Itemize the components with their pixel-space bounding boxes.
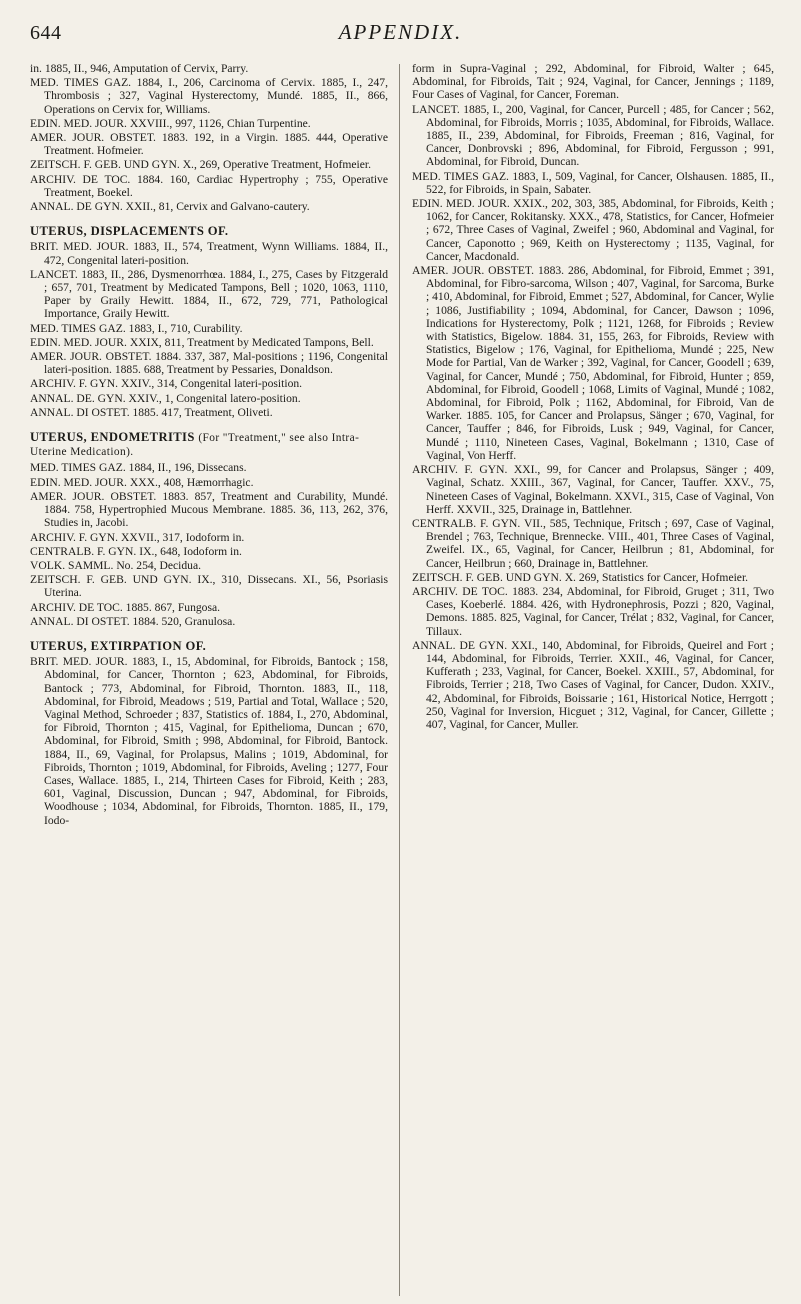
index-entry: AMER. JOUR. OBSTET. 1884. 337, 387, Mal-positions ; 1196, Congenital lateri-position. 1885. 688, Treatment by Pessaries, Donaldson. (30, 350, 388, 377)
index-entry: ARCHIV. DE TOC. 1885. 867, Fungosa. (30, 600, 221, 614)
index-entry: AMER. JOUR. OBSTET. 1883. 192, in a Virgin. 1885. 444, Operative Treatment. Hofmeier. (30, 131, 388, 158)
index-entry: MED. TIMES GAZ. 1884, II., 196, Dissecans. (30, 461, 247, 475)
index-entry: BRIT. MED. JOUR. 1883, II., 574, Treatment, Wynn Williams. 1884, II., 472, Congenital lateri-position. (30, 240, 388, 267)
index-entry: EDIN. MED. JOUR. XXIX, 811, Treatment by Medicated Tampons, Bell. (30, 335, 374, 349)
index-entry: ZEITSCH. F. GEB. UND GYN. IX., 310, Dissecans. XI., 56, Psoriasis Uterina. (30, 573, 388, 600)
index-entry: ANNAL. DI OSTET. 1885. 417, Treatment, Oliveti. (30, 405, 273, 419)
page-number: 644 (30, 22, 62, 44)
index-entry: ARCHIV. F. GYN. XXIV., 314, Congenital lateri-position. (30, 377, 303, 391)
index-entry: ANNAL. DE GYN. XXII., 81, Cervix and Galvano-cautery. (30, 200, 310, 214)
index-entry: ARCHIV. F. GYN. XXVII., 317, Iodoform in. (30, 530, 245, 544)
index-entry: CENTRALB. F. GYN. IX., 648, Iodoform in. (30, 544, 242, 558)
index-entry: CENTRALB. F. GYN. VII., 585, Technique, Fritsch ; 697, Case of Vaginal, Brendel ; 763, Technique, Brennecke. VIII., 401, Three Cases of Vaginal, Zweifel. IX., 65, Vaginal, for Cancer, Heilbrun ; 81, Abdominal, for Cancer, Heilbrun ; 660, Drainage in, Battlehner. (412, 516, 774, 570)
index-entry: ANNAL. DI OSTET. 1884. 520, Granulosa. (30, 614, 236, 628)
index-entry: AMER. JOUR. OBSTET. 1883. 286, Abdominal, for Fibroid, Emmet ; 391, Abdominal, for Fibro-sarcoma, Wilson ; 407, Vaginal, for Sarcoma, Burke ; 410, Abdominal, for Fibroid, Emmet ; 527, Abdominal, for Cancer, Wylie ; 1086, Justifiability ; 1094, Abdominal, for Cancer, Dawson ; 1096, Indications for Hysterectomy, Polk ; 1121, 1268, for Fibroids ; Review with Statistics, Bigelow. 1884. 31, 155, 263, for Fibroids, Review with Statistics, Bigelow ; 176, Vaginal, for Epithelioma, Mundé ; 225, New Mode for Partial, Van de Warker ; 392, Vaginal, for Cancer, Goodell ; 639, Vaginal, for Cancer, Mundé ; 750, Abdominal, for Fibroid, Hunter ; 859, Abdominal, for Fibroid, Goodell ; 1068, Limits of Vaginal, Mundé ; 1082, Abdominal, for Fibroid, Polk ; 1162, Abdominal, for Fibroid, Van de Warker. 1885. 105, for Cancer and Prolapsus, Sänger ; 670, Vaginal, for Cancer, Tauffer ; 846, for Fibroids, Lusk ; 949, Vaginal, for Cancer, Mundé ; 1110, Nineteen Cases, Vaginal, Bokelmann ; 1310, Case of Vaginal, Von Herff. (412, 264, 774, 462)
index-entry: LANCET. 1885, I., 200, Vaginal, for Cancer, Purcell ; 485, for Cancer ; 562, Abdominal, for Fibroids, Morris ; 1035, Abdominal, for Fibroids, Wallace. 1885, II., 239, Abdominal, for Fibroids, Freeman ; 816, Vaginal, for Cancer, Donbrovski ; 896, Abdominal, for Fibroid, Fergusson ; 991, Abdominal, for Fibroid, Duncan. (412, 102, 774, 169)
index-entry: ANNAL. DE GYN. XXI., 140, Abdominal, for Fibroids, Queirel and Fort ; 144, Abdominal, for Fibroids, Terrier. XXII., 46, Vaginal, for Cancer, Kufferath ; 233, Vaginal, for Cancer, Boekel. XXIII., 57, Abdominal, for Fibroids, Terrier ; 218, Two Cases of Vaginal, for Cancer, Dudon. XXIV., 42, Abdominal, for Fibroids, Boissarie ; 161, Historical Notice, Herrgott ; 250, Vaginal for Inversion, Hicguet ; 312, Vaginal, for Cancer, Gillette ; 407, Vaginal, for Cancer, Muller. (412, 638, 774, 731)
index-entry: VOLK. SAMML. No. 254, Decidua. (30, 558, 201, 572)
index-entry: BRIT. MED. JOUR. 1883, I., 15, Abdominal, for Fibroids, Bantock ; 158, Abdominal, for Cancer, Thornton ; 623, Abdominal, for Fibroids, Bantock ; 773, Abdominal, for Fibroid, Thornton. 1883, II., 118, Abdominal, for Fibroid, Meadows ; 519, Partial and Total, Wallace ; 520, Vaginal Method, Schroeder ; 837, Statistics of. 1884, I., 270, Abdominal, for Fibroid, Thornton ; 415, Vaginal, for Epithelioma, Duncan ; 670, Abdominal, for Fibroid, Smith ; 998, Abdominal, for Fibroid, Bantock. 1884, II., 69, Vaginal, for Prolapsus, Malins ; 1019, Abdominal, for Fibroids, Thornton ; 1019, Abdominal, for Fibroids, Aveling ; 1277, Four Cases, Wallace. 1885, I., 214, Thirteen Cases for Fibroid, Keith ; 283, 601, Vaginal, Discussion, Duncan ; 947, Abdominal, for Fibroids, Woodhouse ; 1034, Abdominal, for Fibroids, Thornton. 1885, II., 179, Iodo- (30, 655, 388, 827)
index-entry: MED. TIMES GAZ. 1883, I., 710, Curability. (30, 321, 243, 335)
index-entry: ZEITSCH. F. GEB. UND GYN. X., 269, Operative Treatment, Hofmeier. (30, 158, 372, 172)
index-entry: EDIN. MED. JOUR. XXIX., 202, 303, 385, Abdominal, for Fibroids, Keith ; 1062, for Cancer, Rokitansky. XXX., 478, Statistics, for Cancer, Hofmeier ; 672, Three Cases of Vaginal, Zweifel ; 960, Abdominal and Vaginal, for Cancer, Caponotto ; 969, Keith on Hysterectomy ; 1135, Vaginal, for Cancer, Macdonald. (412, 197, 774, 263)
section-heading (30, 640, 388, 653)
index-entry-continued: in. 1885, II., 946, Amputation of Cervix, Parry. (30, 62, 249, 75)
section-heading-text: UTERUS, EXTIRPATION OF. (30, 638, 207, 653)
right-column (412, 62, 774, 732)
section-heading (30, 225, 388, 238)
section-heading (30, 431, 388, 459)
index-entry: ARCHIV. F. GYN. XXI., 99, for Cancer and Prolapsus, Sänger ; 409, Vaginal, Schatz. XXIII., 367, Vaginal, for Cancer, Tauffer. XXV., 75, Nineteen Cases of Vaginal, Bokelmann. XXVI., 315, Case of Vaginal, Von Herff. XXVII., 325, Drainage in, Battlehner. (412, 463, 774, 516)
section-heading-text: UTERUS, ENDOMETRITIS (30, 430, 195, 445)
index-entry: ANNAL. DE. GYN. XXIV., 1, Congenital latero-position. (30, 391, 301, 405)
index-entry: ARCHIV. DE TOC. 1884. 160, Cardiac Hypertrophy ; 755, Operative Treatment, Boekel. (30, 172, 388, 199)
index-entry: ARCHIV. DE TOC. 1883. 234, Abdominal, for Fibroid, Gruget ; 311, Two Cases, Koeberlé. 1884. 426, with Hydronephrosis, Pozzi ; 820, Vaginal, Demons. 1885. 825, Vaginal, for Cancer, Trélat ; 832, Vaginal, for Cancer, Tillaux. (412, 584, 774, 638)
index-entry: AMER. JOUR. OBSTET. 1883. 857, Treatment and Curability, Mundé. 1884. 758, Hypertrophied Mucous Membrane. 1885. 36, 113, 262, 376, Studies in, Jacobi. (30, 489, 388, 530)
index-entry: MED. TIMES GAZ. 1883, I., 509, Vaginal, for Cancer, Olshausen. 1885, II., 522, for Fibroids, in Spain, Sabater. (412, 169, 774, 196)
index-entry: EDIN. MED. JOUR. XXX., 408, Hæmorrhagic. (30, 475, 254, 489)
index-entry: EDIN. MED. JOUR. XXVIII., 997, 1126, Chian Turpentine. (30, 116, 311, 130)
section-heading-note: (For "Treatment," see also Intra-Uterine Medication). (30, 432, 360, 459)
index-entry: MED. TIMES GAZ. 1884, I., 206, Carcinoma of Cervix. 1885, I., 247, Thrombosis ; 327, Vaginal Hysterectomy, Mundé. 1885, II., 866, Operations on Cervix for, Williams. (30, 76, 388, 116)
index-entry: ZEITSCH. F. GEB. UND GYN. X. 269, Statistics for Cancer, Hofmeier. (412, 570, 749, 584)
left-column (30, 62, 388, 828)
column-divider (399, 64, 400, 1296)
index-entry: LANCET. 1883, II., 286, Dysmenorrhœa. 1884, I., 275, Cases by Fitzgerald ; 657, 701, Treatment by Medicated Tampons, Bell ; 1020, 1063, 1110, Paper by Graily Hewitt. 1884, II., 672, 729, 771, Pathological Importance, Graily Hewitt. (30, 267, 388, 321)
running-head: APPENDIX. (338, 20, 463, 44)
section-heading-text: UTERUS, DISPLACEMENTS OF. (30, 224, 229, 239)
index-entry-continued: form in Supra-Vaginal ; 292, Abdominal, for Fibroid, Walter ; 645, Abdominal, for Fibroids, Tait ; 924, Vaginal, for Cancer, Jennings ; 1189, Four Cases of Vaginal, for Cancer, Foreman. (412, 62, 774, 102)
